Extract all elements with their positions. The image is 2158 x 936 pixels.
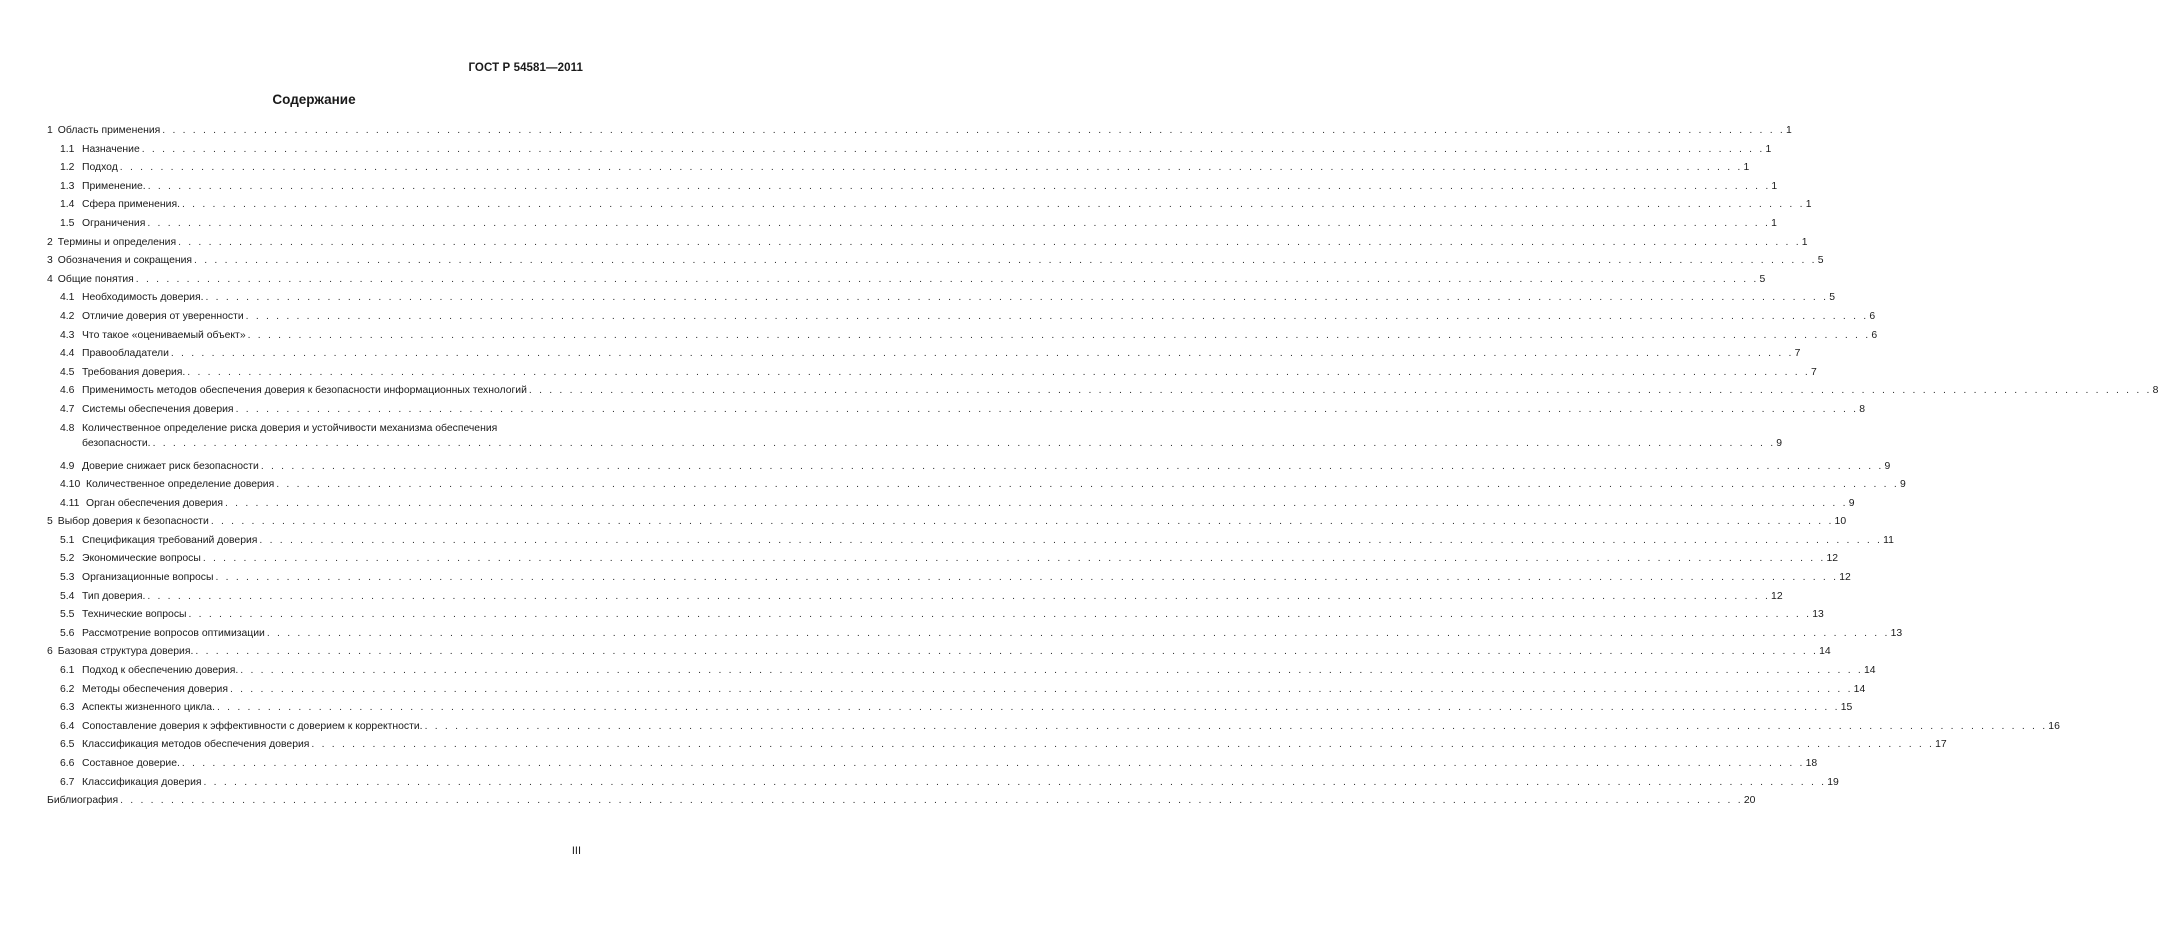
dot-leader — [246, 308, 1869, 327]
dot-leader — [195, 643, 1818, 662]
toc-entry-number: 5.2 — [60, 553, 75, 565]
toc-entry[interactable] — [47, 532, 1894, 551]
toc-entry-label: Применение. — [82, 180, 146, 192]
toc-entry-number: 1.2 — [60, 162, 75, 174]
toc-entry-number: 4.1 — [60, 292, 75, 304]
toc-entry-page: 14 — [1853, 683, 1866, 695]
toc-entry[interactable] — [47, 681, 1866, 700]
toc-entry-number: 6.2 — [60, 683, 75, 695]
toc-entry-number: 5.3 — [60, 572, 75, 584]
dot-leader — [142, 141, 1765, 160]
toc-entry-page: 18 — [1805, 758, 1818, 769]
dot-leader — [259, 532, 1882, 551]
dot-leader — [425, 718, 2048, 737]
toc-entry-number: 4.4 — [60, 348, 75, 360]
toc-entry-label: Что такое «оцениваемый объект» — [82, 329, 246, 341]
toc-entry-number: 4.8 — [60, 422, 75, 434]
toc-entry-number: 4.11 — [60, 497, 80, 509]
toc-entry-label: Рассмотрение вопросов оптимизации — [82, 627, 265, 639]
toc-entry-label: Обозначения и сокращения — [57, 255, 193, 267]
toc-entry-label: Область применения — [57, 125, 161, 136]
toc-entry-page: 12 — [1771, 590, 1783, 602]
toc-entry-label: Системы обеспечения доверия — [82, 403, 234, 415]
toc-entry-page: 17 — [1935, 739, 1947, 751]
toc-entry-label: Библиография — [47, 795, 119, 807]
toc-entry[interactable] — [47, 382, 2158, 401]
toc-entry-page: 1 — [1743, 162, 1750, 174]
toc-entry-number: 3 — [47, 255, 53, 267]
toc-entry[interactable] — [47, 774, 1839, 793]
toc-entry[interactable] — [47, 289, 1835, 308]
dot-leader — [147, 588, 1770, 607]
dot-leader — [211, 513, 1834, 532]
dot-leader — [204, 774, 1827, 793]
toc-entry-page: 9 — [1899, 479, 1906, 491]
toc-entry-number: 6.7 — [60, 776, 75, 788]
toc-entry-label: Организационные вопросы — [82, 572, 214, 584]
toc-entry-label: Термины и определения — [57, 236, 177, 248]
toc-entry-page: 7 — [1794, 348, 1801, 360]
toc-entry[interactable] — [47, 252, 1824, 271]
page-number: III — [571, 845, 581, 857]
dot-leader — [276, 476, 1899, 495]
dot-leader — [217, 699, 1840, 718]
toc-entry-label: Сопоставление доверия к эффективности с доверием к корректности. — [82, 720, 423, 732]
toc-entry-number: 6.1 — [60, 665, 75, 677]
toc-entry-number: 6.4 — [60, 720, 75, 732]
toc-entry[interactable] — [47, 643, 1831, 662]
toc-entry-page: 5 — [1829, 292, 1835, 304]
toc-entry-page: 5 — [1817, 255, 1824, 267]
toc-entry[interactable] — [47, 606, 1824, 625]
toc-entry-number: 5 — [47, 516, 53, 528]
toc-entry-label: Необходимость доверия. — [82, 292, 204, 304]
table-of-contents — [47, 122, 2158, 811]
toc-entry-page: 5 — [1759, 273, 1766, 285]
toc-entry-page: 6 — [1869, 310, 1876, 322]
dot-leader — [171, 345, 1794, 364]
dot-leader — [267, 625, 1890, 644]
toc-entry-page: 1 — [1785, 125, 1792, 136]
dot-leader — [261, 458, 1884, 477]
toc-entry-label: Тип доверия. — [82, 590, 146, 602]
toc-entry-label: Правообладатели — [82, 348, 169, 360]
toc-entry-page: 12 — [1839, 572, 1851, 584]
toc-entry[interactable] — [47, 401, 1866, 420]
toc-entry[interactable] — [47, 495, 1855, 514]
toc-entry-label: Назначение — [82, 143, 140, 155]
toc-entry-number: 4.3 — [60, 329, 75, 341]
toc-entry-number: 6 — [47, 646, 53, 658]
toc-entry[interactable] — [47, 196, 1812, 215]
toc-entry[interactable] — [47, 345, 1801, 364]
dot-leader — [225, 495, 1848, 514]
toc-entry-number: 5.6 — [60, 627, 75, 639]
toc-entry-page: 20 — [1743, 795, 1756, 807]
toc-entry-number: 1.1 — [60, 143, 75, 155]
toc-entry[interactable] — [47, 736, 1947, 755]
dot-leader — [215, 569, 1838, 588]
toc-entry-label: Применимость методов обеспечения доверия к безопасности информационных технологий — [82, 385, 527, 397]
toc-entry[interactable] — [47, 699, 1853, 718]
toc-entry-page: 9 — [1884, 460, 1891, 472]
toc-entry[interactable] — [47, 569, 1851, 588]
toc-entry-page: 1 — [1801, 236, 1808, 248]
dot-leader — [153, 436, 1776, 451]
toc-entry-page: 14 — [1864, 665, 1876, 677]
toc-entry[interactable] — [47, 234, 1808, 253]
dot-leader — [311, 736, 1934, 755]
toc-entry-page: 1 — [1771, 217, 1777, 229]
toc-entry-page: 6 — [1871, 329, 1878, 341]
toc-entry-number: 4.10 — [60, 479, 81, 491]
toc-entry-page: 10 — [1834, 516, 1847, 528]
page-title: Содержание — [272, 92, 356, 107]
toc-entry[interactable] — [47, 755, 1818, 774]
toc-entry-number: 5.1 — [60, 534, 75, 546]
toc-entry[interactable] — [47, 421, 1783, 458]
dot-leader — [188, 606, 1811, 625]
toc-entry[interactable] — [47, 141, 1772, 160]
toc-entry-label: Подход к обеспечению доверия. — [82, 665, 239, 677]
toc-entry-page: 1 — [1805, 199, 1812, 211]
toc-entry-number: 2 — [47, 236, 53, 248]
dot-leader — [182, 755, 1805, 774]
toc-entry-number: 6.6 — [60, 758, 75, 769]
dot-leader — [182, 196, 1805, 215]
toc-entry-label: Технические вопросы — [82, 609, 187, 621]
toc-entry[interactable] — [47, 327, 1878, 346]
toc-entry-label: Количественное определение риска доверия и устойчивости механизма обеспечения — [82, 422, 498, 434]
dot-leader — [162, 122, 1785, 141]
toc-entry[interactable] — [47, 271, 1766, 290]
toc-entry-number: 1.3 — [60, 180, 75, 192]
toc-entry-number: 1.5 — [60, 217, 75, 229]
toc-entry[interactable] — [47, 550, 1839, 569]
toc-entry-label: Выбор доверия к безопасности — [57, 516, 209, 528]
dot-leader — [136, 271, 1759, 290]
toc-entry[interactable] — [47, 122, 1792, 141]
toc-entry-number: 4.9 — [60, 460, 75, 472]
toc-entry[interactable] — [47, 792, 1756, 811]
toc-entry[interactable] — [47, 718, 2060, 737]
toc-entry-label: Сфера применения. — [82, 199, 180, 211]
dot-leader — [120, 792, 1743, 811]
toc-entry-page: 14 — [1819, 646, 1831, 658]
toc-entry-number: 5.5 — [60, 609, 75, 621]
dot-leader — [187, 364, 1810, 383]
dot-leader — [248, 327, 1871, 346]
toc-entry-label: Доверие снижает риск безопасности — [82, 460, 259, 472]
toc-entry-number: 6.3 — [60, 702, 75, 714]
dot-leader — [230, 681, 1853, 700]
dot-leader — [194, 252, 1817, 271]
toc-entry-page: 9 — [1776, 437, 1783, 449]
toc-entry-number: 6.5 — [60, 739, 75, 751]
toc-entry-label: Методы обеспечения доверия — [82, 683, 228, 695]
toc-entry-label: Количественное определение доверия — [86, 479, 275, 491]
toc-entry-label: Подход — [82, 162, 118, 174]
toc-entry[interactable] — [47, 215, 1777, 234]
toc-entry-page: 19 — [1827, 776, 1839, 788]
toc-entry[interactable] — [47, 458, 1891, 477]
toc-entry-page: 13 — [1812, 609, 1824, 621]
toc-entry[interactable] — [47, 588, 1783, 607]
toc-entry-label: Экономические вопросы — [82, 553, 201, 565]
toc-entry-number: 4 — [47, 273, 53, 285]
toc-entry-label: Классификация методов обеспечения доверия — [82, 739, 310, 751]
dot-leader — [178, 234, 1801, 253]
toc-entry-label: Отличие доверия от уверенности — [82, 310, 244, 322]
toc-entry-number: 4.5 — [60, 366, 75, 378]
document-id: ГОСТ Р 54581—2011 — [468, 62, 583, 74]
toc-entry-label: Аспекты жизненного цикла. — [82, 702, 215, 714]
toc-entry-page: 11 — [1883, 534, 1894, 546]
toc-entry-label: Базовая структура доверия. — [57, 646, 194, 658]
toc-entry-page: 7 — [1811, 366, 1817, 378]
toc-entry-number: 5.4 — [60, 590, 75, 602]
toc-entry-page: 12 — [1826, 553, 1839, 565]
toc-entry-label-continued: безопасности. — [82, 437, 151, 449]
toc-entry-label: Классификация доверия — [82, 776, 202, 788]
toc-entry-number: 4.2 — [60, 310, 75, 322]
dot-leader — [240, 662, 1863, 681]
dot-leader — [148, 178, 1771, 197]
toc-entry[interactable] — [47, 159, 1750, 178]
dot-leader — [529, 382, 2152, 401]
toc-entry-label: Спецификация требований доверия — [82, 534, 258, 546]
toc-entry-page: 9 — [1848, 497, 1855, 509]
toc-entry-page: 13 — [1890, 627, 1903, 639]
toc-entry[interactable] — [47, 513, 1847, 532]
toc-entry-number: 1.4 — [60, 199, 75, 211]
dot-leader — [147, 215, 1770, 234]
toc-entry-label: Орган обеспечения доверия — [86, 497, 223, 509]
toc-entry-number: 4.7 — [60, 403, 75, 415]
toc-entry-number: 4.6 — [60, 385, 75, 397]
toc-entry-page: 8 — [1859, 403, 1866, 415]
toc-entry[interactable] — [47, 308, 1876, 327]
toc-entry-page: 15 — [1840, 702, 1853, 714]
toc-entry-page: 1 — [1771, 180, 1778, 192]
toc-entry[interactable] — [47, 476, 1906, 495]
toc-entry-label: Требования доверия. — [82, 366, 186, 378]
toc-entry[interactable] — [47, 625, 1903, 644]
toc-entry-page: 16 — [2048, 720, 2060, 732]
toc-entry-label: Общие понятия — [57, 273, 134, 285]
dot-leader — [203, 550, 1826, 569]
dot-leader — [236, 401, 1859, 420]
dot-leader — [205, 289, 1828, 308]
toc-entry-page: 8 — [2152, 385, 2158, 397]
toc-entry-label: Составное доверие. — [82, 758, 180, 769]
toc-entry[interactable] — [47, 178, 1778, 197]
dot-leader — [120, 159, 1743, 178]
toc-entry-page: 1 — [1765, 143, 1772, 155]
toc-entry-label: Ограничения — [82, 217, 146, 229]
toc-entry-number: 1 — [47, 125, 53, 136]
toc-entry[interactable] — [47, 662, 1876, 681]
toc-entry[interactable] — [47, 364, 1817, 383]
